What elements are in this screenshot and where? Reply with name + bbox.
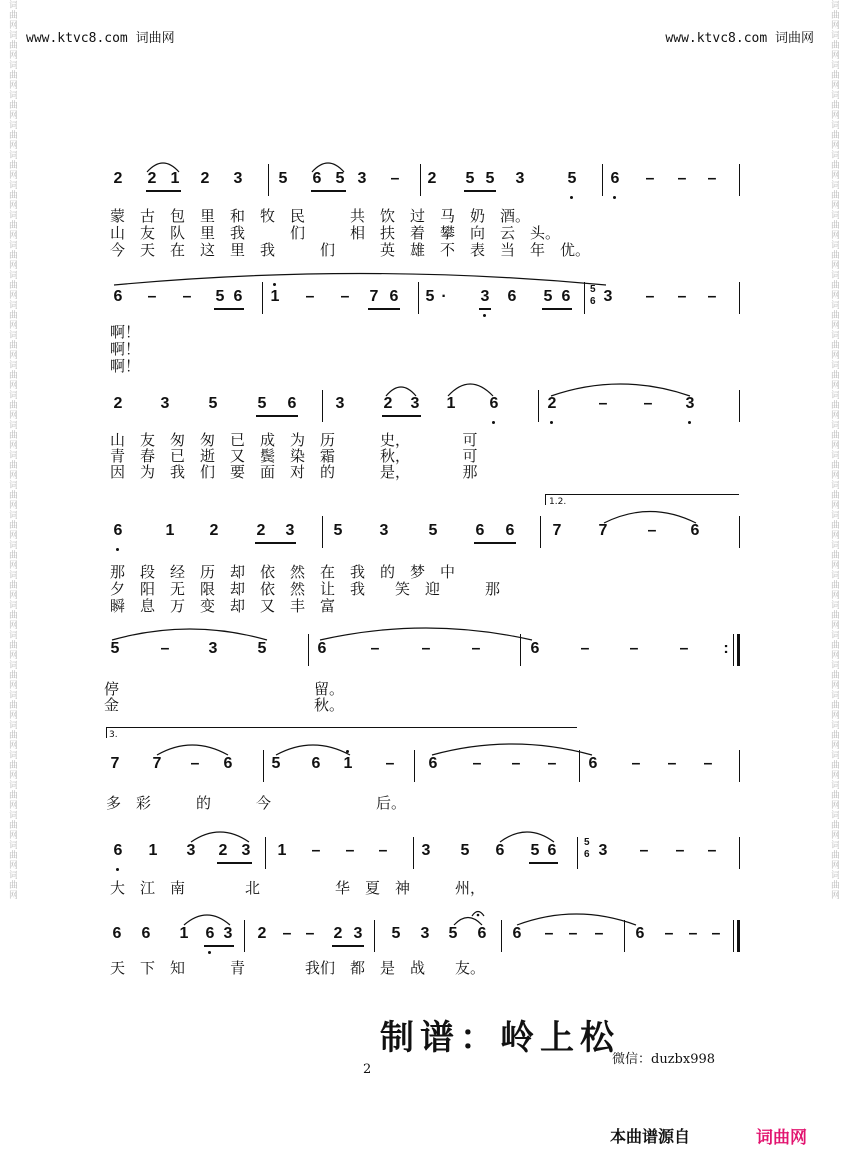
jianpu-note: 5 <box>257 640 267 657</box>
jianpu-note: 6 <box>113 522 123 539</box>
lyric-line: 山 友 匆 匆 已 成 为 历 史， 可 <box>110 431 478 449</box>
dash-extension: – <box>471 640 481 657</box>
jianpu-note: 2 <box>200 170 210 187</box>
dash-extension: – <box>677 288 687 305</box>
volta-label-1-2: 1.2. <box>549 497 567 507</box>
jianpu-note: 6 <box>690 522 700 539</box>
dash-extension: – <box>547 755 557 772</box>
slur <box>114 274 606 286</box>
slur <box>604 512 696 524</box>
jianpu-note: 3 <box>480 288 490 305</box>
jianpu-note: 3 <box>410 395 420 412</box>
jianpu-note: 7 <box>369 288 379 305</box>
jianpu-note: 6 <box>588 755 598 772</box>
jianpu-note: 6 <box>635 925 645 942</box>
jianpu-note: 3 <box>685 395 695 412</box>
jianpu-note: 5 <box>530 842 540 859</box>
dash-extension: – <box>667 755 677 772</box>
slur <box>448 384 493 396</box>
source-brand-link[interactable]: 词曲网 <box>756 1128 807 1147</box>
jianpu-note: 6 <box>477 925 487 942</box>
jianpu-note: 3 <box>233 170 243 187</box>
lyric-line: 因 为 我 们 要 面 对 的 是， 那 <box>110 463 478 481</box>
lyric-line: 啊！ <box>110 357 141 375</box>
key-change-5-over-6: 6 <box>584 849 590 860</box>
jianpu-note: 6 <box>312 170 322 187</box>
jianpu-note: 3 <box>223 925 233 942</box>
lyric-line: 大 江 南 北 华 夏 神 州， <box>110 879 486 897</box>
jianpu-note: 3 <box>241 842 251 859</box>
jianpu-note: 6 <box>113 288 123 305</box>
jianpu-note: 6 <box>141 925 151 942</box>
slur <box>551 384 690 396</box>
jianpu-note: 3 <box>208 640 218 657</box>
dash-extension: – <box>568 925 578 942</box>
jianpu-note: 2 <box>113 170 123 187</box>
dash-extension: – <box>707 288 717 305</box>
jianpu-note: 1 <box>343 755 353 772</box>
dash-extension: – <box>598 395 608 412</box>
jianpu-note: 2 <box>113 395 123 412</box>
lyric-line: 山 友 队 里 我 们 相 扶 着 攀 向 云 头。 <box>110 224 561 242</box>
slur <box>157 745 228 755</box>
jianpu-note: 1 <box>148 842 158 859</box>
dash-extension: – <box>688 925 698 942</box>
slur <box>320 628 532 640</box>
lyric-line: 今 天 在 这 里 我 们 英 雄 不 表 当 年 优。 <box>110 241 591 259</box>
dash-extension: – <box>594 925 604 942</box>
jianpu-note: 6 <box>287 395 297 412</box>
jianpu-note: 5 <box>278 170 288 187</box>
jianpu-note: 6 <box>547 842 557 859</box>
slur <box>276 745 350 755</box>
slur <box>191 832 249 842</box>
jianpu-note: 6 <box>389 288 399 305</box>
dash-extension: – <box>711 925 721 942</box>
dash-extension: – <box>378 842 388 859</box>
dash-extension: – <box>703 755 713 772</box>
jianpu-note: 2 <box>333 925 343 942</box>
dash-extension: – <box>160 640 170 657</box>
jianpu-note: 6 <box>505 522 515 539</box>
lyric-line: 蒙 古 包 里 和 牧 民 共 饮 过 马 奶 酒。 <box>110 207 531 225</box>
jianpu-note: 3 <box>515 170 525 187</box>
jianpu-note: 5 <box>257 395 267 412</box>
jianpu-note: 6 <box>561 288 571 305</box>
slur <box>500 832 554 842</box>
lyric-line: 天 下 知 青 我们 都 是 战 友。 <box>110 959 486 977</box>
jianpu-note: 2 <box>147 170 157 187</box>
jianpu-note: 6 <box>233 288 243 305</box>
jianpu-note: 5 <box>391 925 401 942</box>
jianpu-note: 5 <box>335 170 345 187</box>
dash-extension: – <box>645 170 655 187</box>
dash-extension: – <box>707 842 717 859</box>
jianpu-note: 3 <box>353 925 363 942</box>
dash-extension: – <box>664 925 674 942</box>
jianpu-note: 3 <box>335 395 345 412</box>
jianpu-note: 3 <box>420 925 430 942</box>
dash-extension: – <box>511 755 521 772</box>
dash-extension: – <box>305 288 315 305</box>
lyric-line: 啊！ <box>110 323 141 341</box>
fermata-dot <box>477 914 480 917</box>
key-change-5-over-6: 5 <box>584 837 590 848</box>
header-site-left[interactable]: www.ktvc8.com 词曲网 <box>26 31 175 46</box>
dash-extension: – <box>707 170 717 187</box>
jianpu-note: 6 <box>113 842 123 859</box>
key-change-mark <box>584 284 596 860</box>
jianpu-note: 6 <box>223 755 233 772</box>
dash-extension: – <box>643 395 653 412</box>
dash-extension: – <box>282 925 292 942</box>
dash-extension: – <box>340 288 350 305</box>
dash-extension: – <box>677 170 687 187</box>
jianpu-note: 5 <box>543 288 553 305</box>
slur <box>112 629 267 640</box>
jianpu-note: 6 <box>610 170 620 187</box>
jianpu-note: 2 <box>256 522 266 539</box>
jianpu-note: 7 <box>598 522 608 539</box>
jianpu-note: 3 <box>379 522 389 539</box>
slur <box>184 915 230 925</box>
slur <box>386 387 416 396</box>
slur <box>517 914 636 925</box>
jianpu-note: 5 <box>271 755 281 772</box>
jianpu-note: 7 <box>110 755 120 772</box>
jianpu-note: 6 <box>205 925 215 942</box>
jianpu-note: 2 <box>383 395 393 412</box>
lyric-line: 停 留。 <box>104 680 345 698</box>
jianpu-note: 7 <box>552 522 562 539</box>
jianpu-note: 5 <box>215 288 225 305</box>
dash-extension: – <box>390 170 400 187</box>
jianpu-note: 1 <box>170 170 180 187</box>
dash-extension: – <box>190 755 200 772</box>
lyric-line: 那 段 经 历 却 依 然 在 我 的 梦 中 <box>110 563 456 581</box>
jianpu-note: 5 <box>208 395 218 412</box>
dash-extension: – <box>544 925 554 942</box>
page-number: 2 <box>363 1062 372 1077</box>
dash-extension: – <box>311 842 321 859</box>
dash-extension: – <box>639 842 649 859</box>
arranger-signature: 制谱：岭上松 <box>380 1018 620 1058</box>
jianpu-note: 6 <box>311 755 321 772</box>
jianpu-note: 6 <box>495 842 505 859</box>
dash-extension: – <box>421 640 431 657</box>
jianpu-note: 6 <box>428 755 438 772</box>
lyric-line: 青 春 已 逝 又 鬓 染 霜 秋， 可 <box>110 447 478 465</box>
jianpu-note: 6 <box>530 640 540 657</box>
key-change-5-over-6: 6 <box>590 296 596 307</box>
dash-extension: – <box>182 288 192 305</box>
jianpu-note: 1 <box>446 395 456 412</box>
lyric-line: 夕 阳 无 限 却 依 然 让 我 笑 迎 那 <box>110 580 501 598</box>
jianpu-note: 1 <box>165 522 175 539</box>
jianpu-note: 5 <box>567 170 577 187</box>
lyric-line: 多 彩 的 今 后。 <box>106 794 407 812</box>
jianpu-note: 6 <box>317 640 327 657</box>
side-watermark-left: 词曲网词曲网词曲网词曲网词曲网词曲网词曲网词曲网词曲网词曲网词曲网词曲网词曲网词曲网词曲网词曲网词曲网词曲网词曲网词曲网词曲网词曲网词曲网词曲网词曲网词曲网词曲网词曲网词曲网词曲网 <box>7 0 17 900</box>
jianpu-note: 3 <box>603 288 613 305</box>
dash-extension: – <box>580 640 590 657</box>
jianpu-note: 2 <box>427 170 437 187</box>
header-site-right[interactable]: www.ktvc8.com 词曲网 <box>665 31 814 46</box>
dash-extension: – <box>472 755 482 772</box>
jianpu-note: 5 <box>460 842 470 859</box>
jianpu-note: 1 <box>270 288 280 305</box>
dash-extension: – <box>629 640 639 657</box>
jianpu-note: 6 <box>475 522 485 539</box>
dash-extension: – <box>645 288 655 305</box>
jianpu-note: 7 <box>152 755 162 772</box>
jianpu-note: 2 <box>547 395 557 412</box>
jianpu-note: 5 <box>110 640 120 657</box>
jianpu-note: 2 <box>218 842 228 859</box>
side-watermark-right: 词曲网词曲网词曲网词曲网词曲网词曲网词曲网词曲网词曲网词曲网词曲网词曲网词曲网词曲网词曲网词曲网词曲网词曲网词曲网词曲网词曲网词曲网词曲网词曲网词曲网词曲网词曲网词曲网词曲网词曲网 <box>829 0 839 900</box>
jianpu-note: 5 <box>448 925 458 942</box>
jianpu-note: · <box>441 288 447 305</box>
lyric-line: 啊！ <box>110 340 141 358</box>
dash-extension: – <box>147 288 157 305</box>
slur <box>147 163 179 172</box>
slur <box>432 744 592 755</box>
slur <box>312 163 344 172</box>
dash-extension: – <box>385 755 395 772</box>
volta-label-3: 3. <box>109 730 118 740</box>
jianpu-note: 1 <box>179 925 189 942</box>
jianpu-note: 6 <box>489 395 499 412</box>
dash-extension: – <box>647 522 657 539</box>
jianpu-note: 5 <box>428 522 438 539</box>
dash-extension: – <box>370 640 380 657</box>
jianpu-note: 5 <box>485 170 495 187</box>
lyric-line: 瞬 息 万 变 却 又 丰 富 <box>110 597 336 615</box>
jianpu-note: 2 <box>209 522 219 539</box>
jianpu-note: 5 <box>425 288 435 305</box>
dash-extension: – <box>675 842 685 859</box>
jianpu-note: 3 <box>160 395 170 412</box>
jianpu-note: 3 <box>357 170 367 187</box>
key-change-5-over-6: 5 <box>590 284 596 295</box>
dash-extension: – <box>305 925 315 942</box>
jianpu-note: 3 <box>186 842 196 859</box>
slur <box>454 918 482 926</box>
dash-extension: – <box>631 755 641 772</box>
jianpu-note: 6 <box>512 925 522 942</box>
jianpu-note: 5 <box>333 522 343 539</box>
jianpu-note: 3 <box>598 842 608 859</box>
wechat-contact: 微信：duzbx998 <box>612 1052 716 1067</box>
jianpu-note: 3 <box>285 522 295 539</box>
jianpu-note: 6 <box>507 288 517 305</box>
jianpu-note: : <box>723 640 729 657</box>
jianpu-note: 6 <box>112 925 122 942</box>
dash-extension: – <box>679 640 689 657</box>
lyric-line: 金 秋。 <box>104 696 345 714</box>
jianpu-note: 1 <box>277 842 287 859</box>
jianpu-note: 3 <box>421 842 431 859</box>
source-label: 本曲谱源自 <box>610 1129 691 1146</box>
dash-extension: – <box>345 842 355 859</box>
jianpu-note: 5 <box>465 170 475 187</box>
jianpu-note: 2 <box>257 925 267 942</box>
